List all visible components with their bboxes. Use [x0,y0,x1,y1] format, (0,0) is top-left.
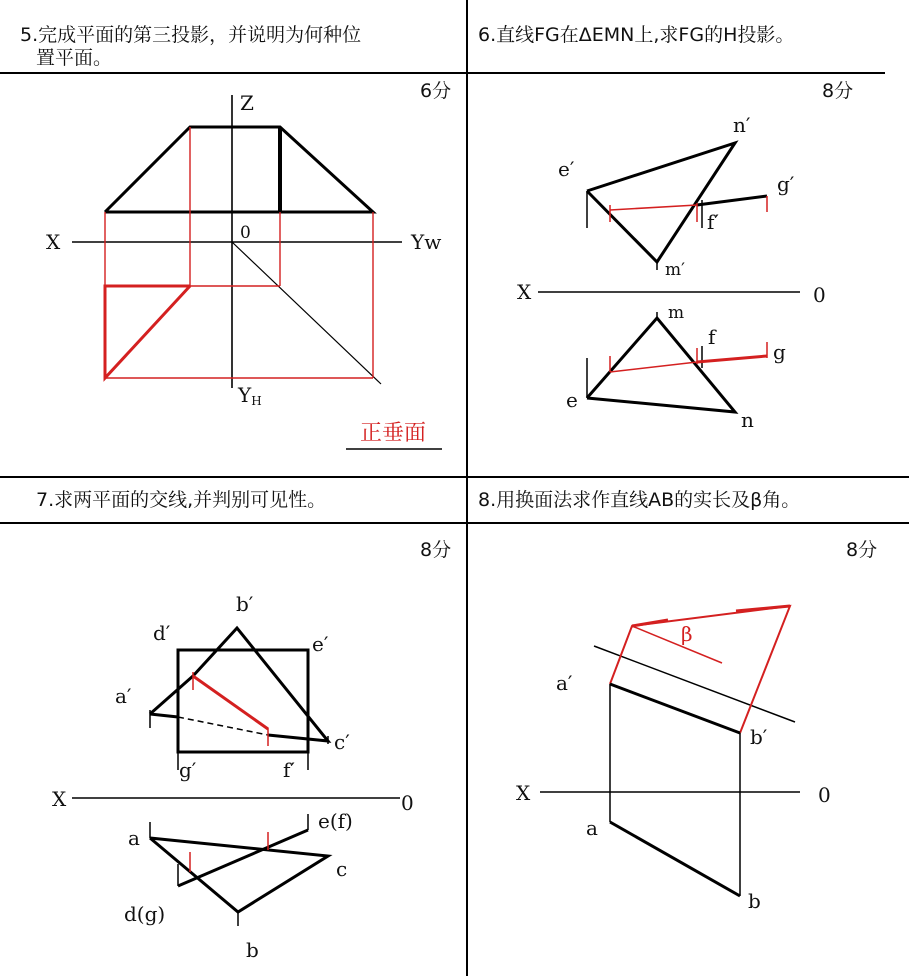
q6-fg-front [697,196,767,205]
q7-intersection-front [193,676,268,729]
q5-construction-lines [105,127,373,378]
q6-label-g-prime: g′ [777,172,795,196]
q5-score: 6分 [420,80,452,102]
q5-top-view-answer [105,286,190,378]
q6-red-aux-top [610,362,697,372]
q8-label-b-prime: b′ [750,725,768,749]
q7-label-a: a [128,826,140,850]
question-5 [20,24,451,449]
q6-label-n-prime: n′ [733,113,751,137]
q7-label-f-prime: f′ [283,758,295,782]
q7-label-b-prime: b′ [236,592,254,616]
q6-label-g: g [773,340,786,364]
q7-label-d-prime: d′ [153,621,171,645]
q5-heading-line2: 置平面。 [36,47,113,69]
q6-label-f: f [708,325,716,349]
q8-label-a: a [586,816,598,840]
q7-label-c-prime: c′ [334,730,350,754]
q7-plane-edge-top [178,830,308,886]
q7-label-dg: d(g) [124,902,166,926]
q8-label-o: 0 [818,783,831,807]
q6-label-e: e [566,388,578,412]
q6-label-m-prime: m′ [665,260,685,280]
q8-label-b: b [748,889,761,913]
q7-label-e-prime: e′ [312,632,329,656]
q5-label-o: 0 [240,223,251,243]
q6-heading: 6.直线FG在ΔEMN上,求FG的H投影。 [478,24,795,46]
q7-heading: 7.求两平面的交线,并判别可见性。 [36,489,327,511]
q5-label-yh: YH [238,383,262,408]
q8-heading: 8.用换面法求作直线AB的实长及β角。 [478,489,801,511]
q8-label-x: X [516,781,531,805]
q7-triangle-top [150,838,328,912]
q7-label-x: X [52,787,67,811]
q5-front-view [105,127,373,212]
q6-label-o: 0 [813,283,826,307]
q8-beta-reference [632,626,722,663]
q7-label-a-prime: a′ [115,684,132,708]
q6-red-aux-front [610,205,697,210]
q7-score: 8分 [420,539,452,561]
q5-45deg-line [232,242,381,384]
q6-label-e-prime: e′ [558,157,575,181]
q8-ab-front [610,684,740,733]
q7-label-o: 0 [401,791,414,815]
q5-label-z: Z [240,91,254,115]
q6-label-x: X [517,280,532,304]
q5-answer: 正垂面 [360,421,427,446]
question-8 [478,489,877,913]
q6-label-f-prime: f′ [707,210,719,234]
question-7 [36,489,451,962]
q8-score: 8分 [846,539,878,561]
q7-label-b: b [246,938,259,962]
q8-label-beta: β [681,622,693,646]
q8-ab-top [610,822,740,896]
q8-label-a-prime: a′ [556,671,573,695]
question-6 [478,24,853,432]
q8-auxiliary-axis [594,646,795,722]
q7-label-g-prime: g′ [179,758,197,782]
q7-label-ef: e(f) [318,809,353,833]
q5-label-x: X [46,230,61,254]
q6-label-m: m [668,303,685,323]
q6-label-n: n [741,408,754,432]
q5-label-yw: Yw [411,230,442,254]
q6-score: 8分 [822,80,854,102]
q5-heading-line1: 5.完成平面的第三投影，并说明为何种位 [20,24,362,46]
q6-fg-top-answer [697,356,767,362]
q7-label-c: c [336,857,348,881]
